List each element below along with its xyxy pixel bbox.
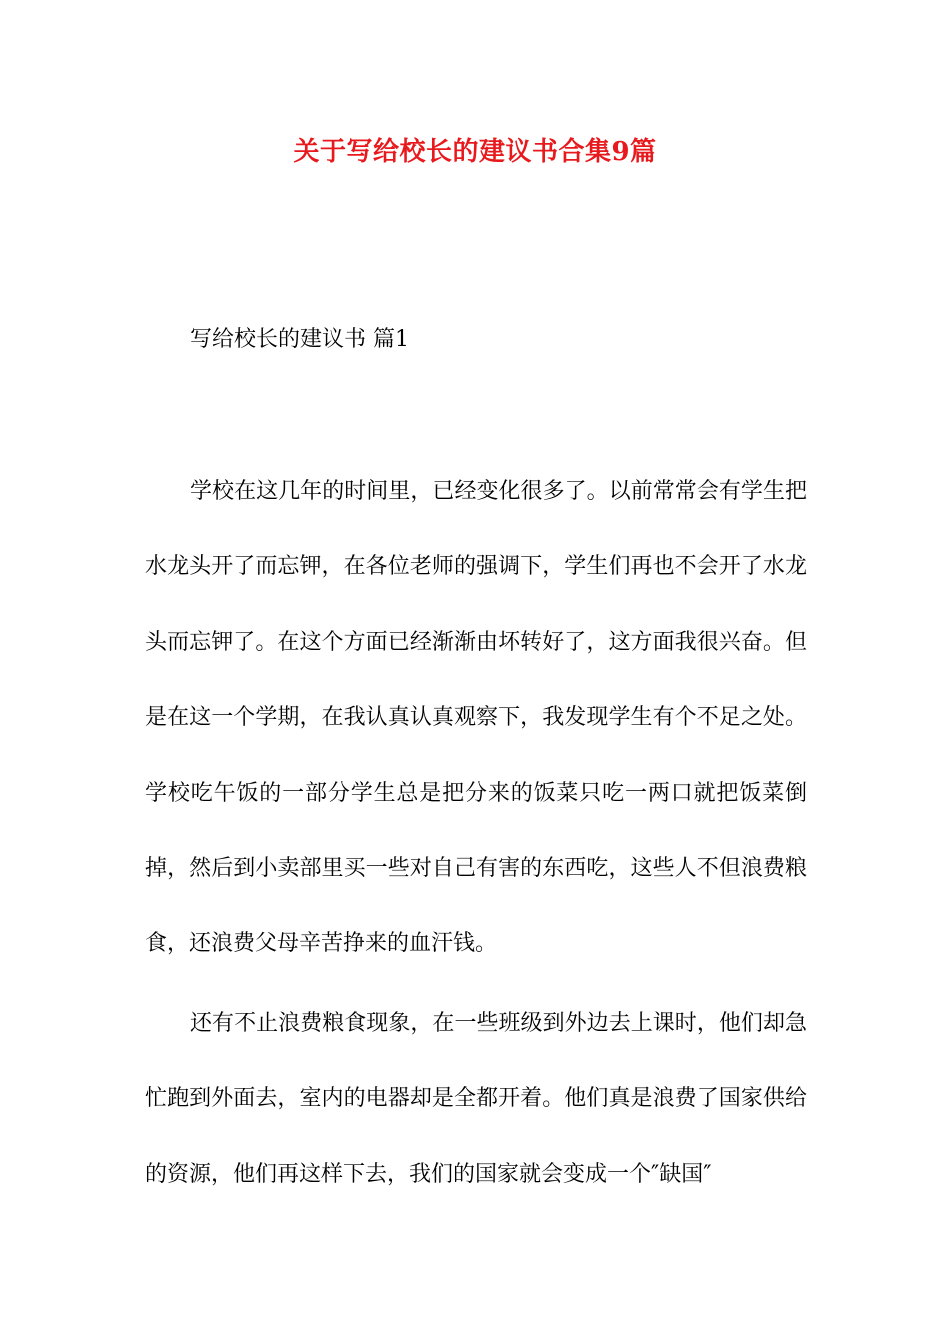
section-heading: 写给校长的建议书 篇1	[190, 327, 409, 352]
body-paragraph-1: 学校在这几年的时间里，已经变化很多了。以前常常会有学生把水龙头开了而忘钾，在各位老师的强调下，学生们再也不会开了水龙头而忘钾了。在这个方面已经渐渐由坏转好了，这方面我很兴奋。但是在这一个学期，在我认真认真观察下，我发现学生有个不足之处。学校吃午饭的一部分学生总是把分来的饭菜只吃一两口就把饭菜倒掉，然后到小卖部里买一些对自己有害的东西吃，这些人不但浪费粮食，还浪费父母辛苦挣来的血汗钱。	[145, 479, 807, 957]
body-paragraph-2: 还有不止浪费粮食现象，在一些班级到外边去上课时，他们却急忙跑到外面去，室内的电器却是全都开着。他们真是浪费了国家供给的资源，他们再这样下去，我们的国家就会变成一个″缺国″	[145, 1011, 807, 1187]
document-title: 关于写给校长的建议书合集9篇	[293, 137, 657, 167]
